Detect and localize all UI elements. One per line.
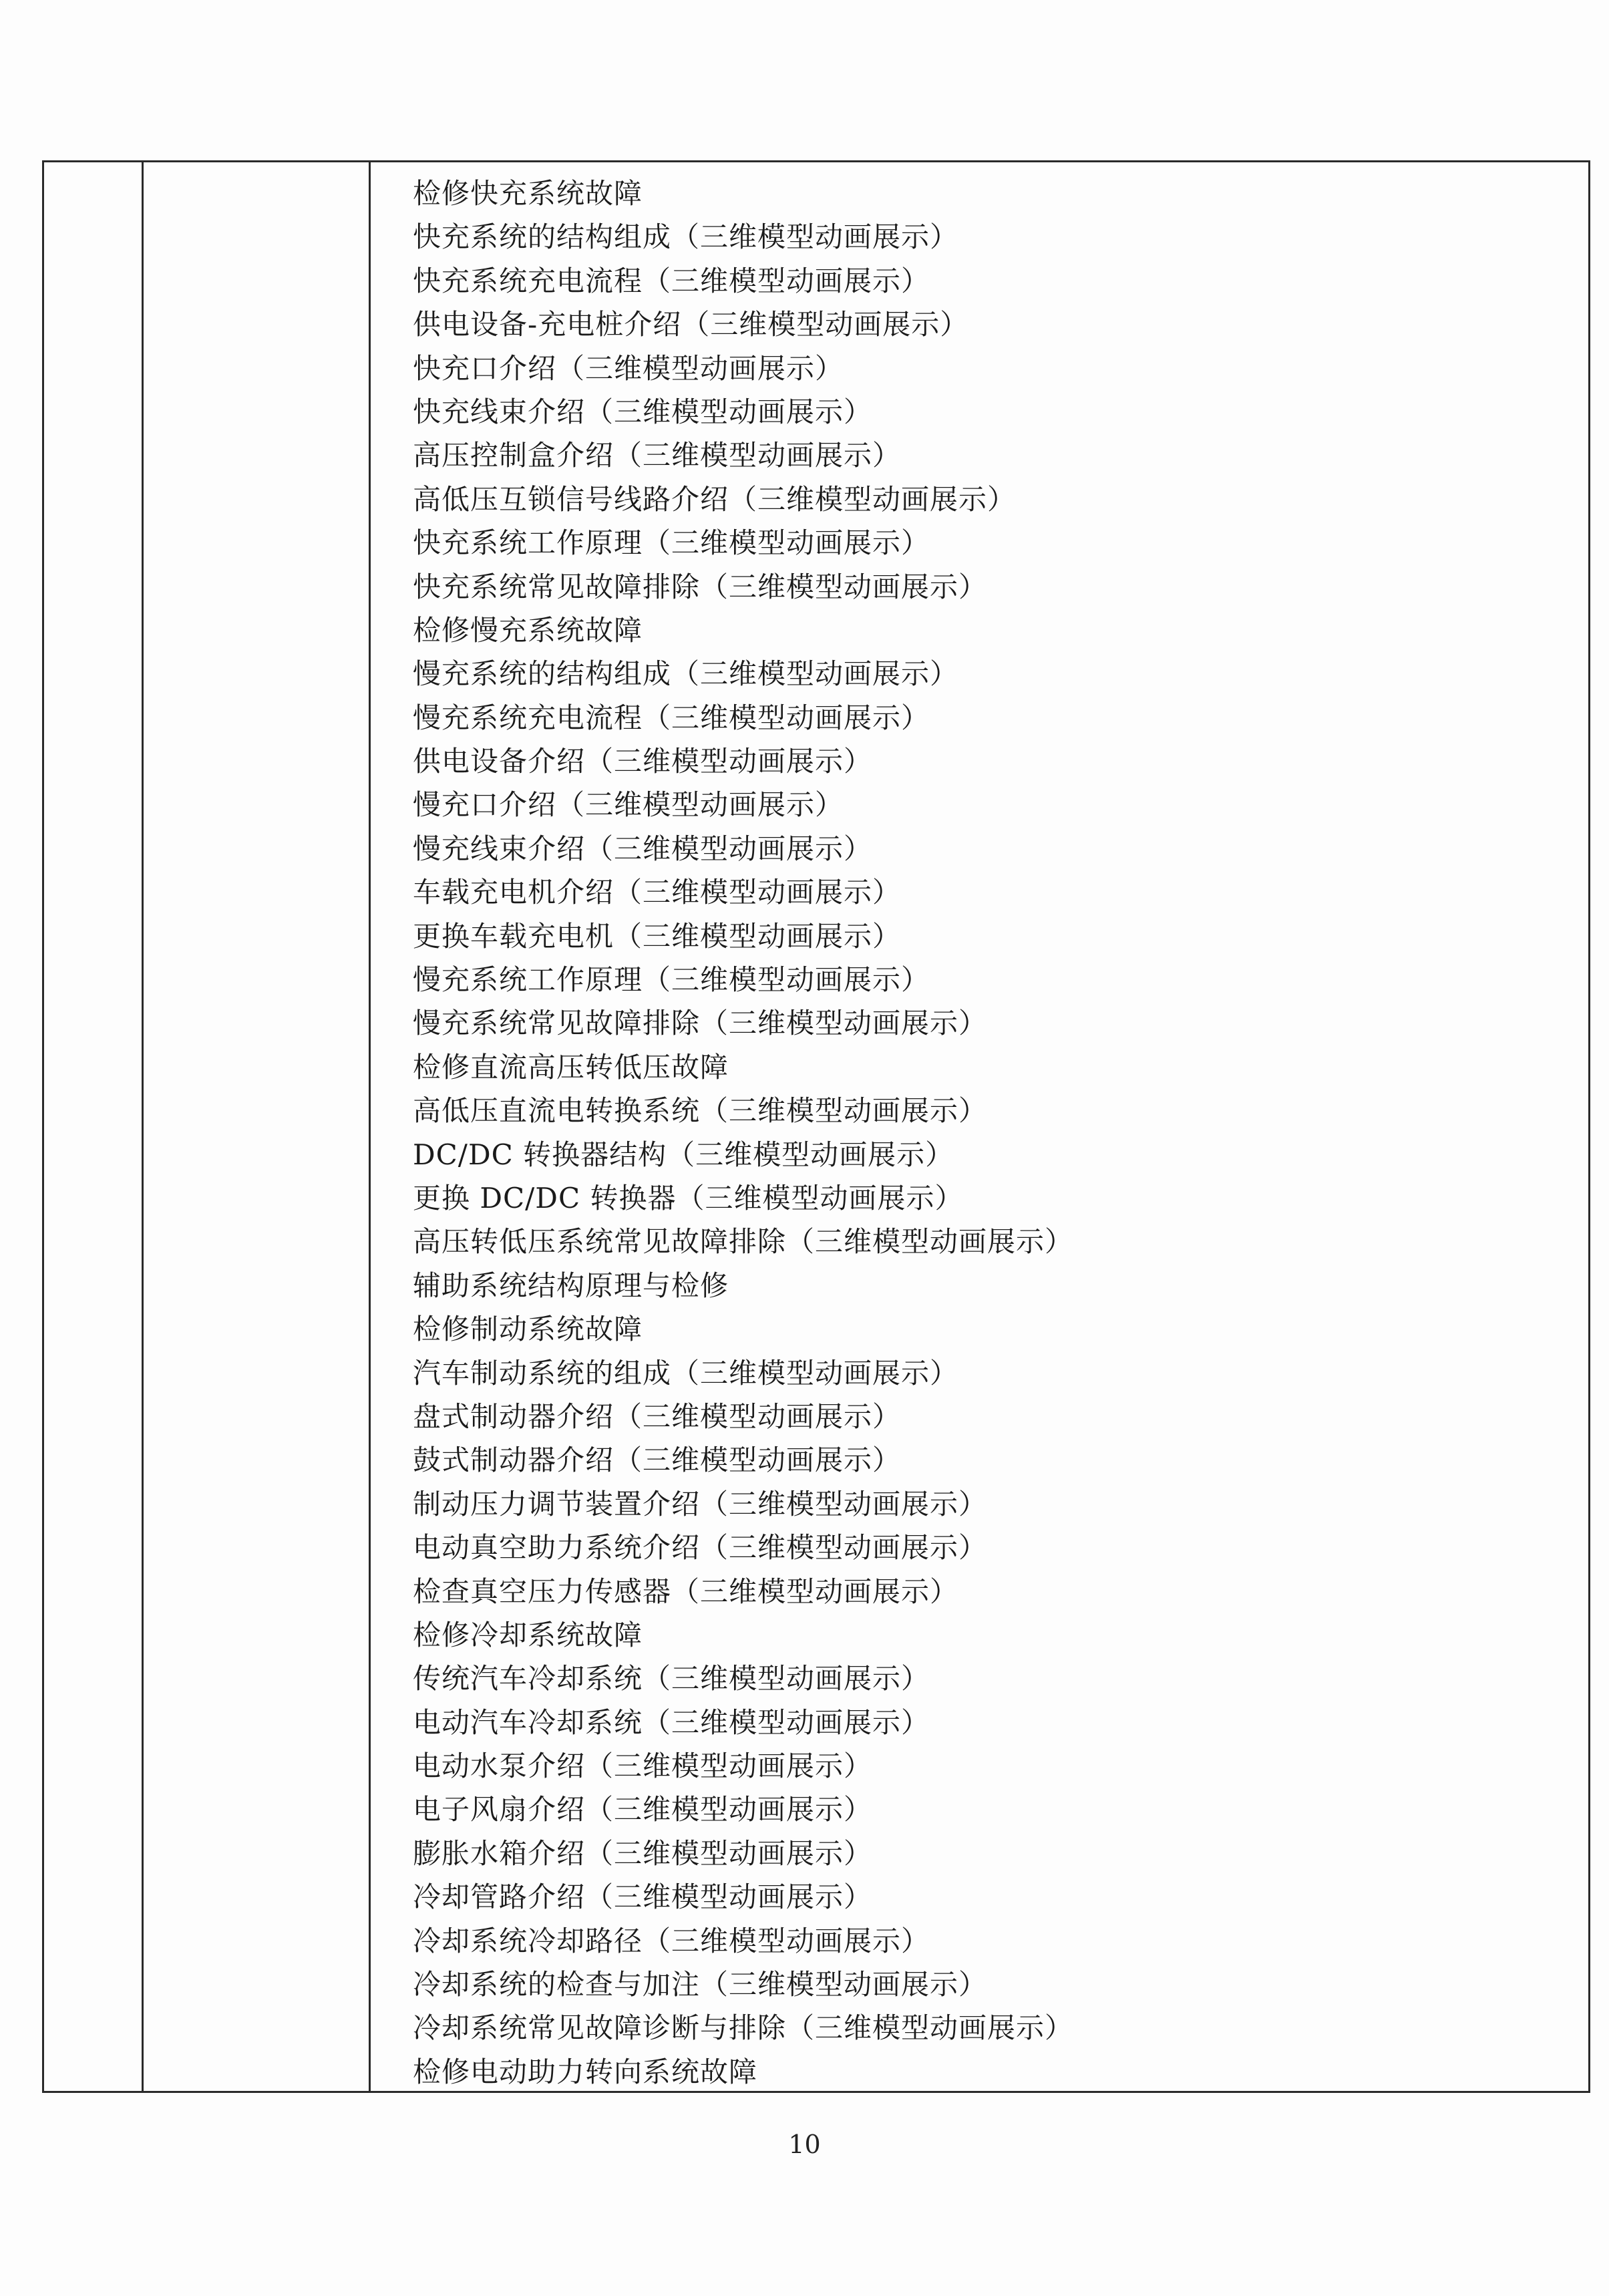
content-line: 电动汽车冷却系统（三维模型动画展示）: [413, 1705, 930, 1739]
content-line: 膨胀水箱介绍（三维模型动画展示）: [413, 1836, 873, 1870]
content-line: 慢充系统的结构组成（三维模型动画展示）: [413, 657, 959, 691]
content-line: 供电设备-充电桩介绍（三维模型动画展示）: [413, 308, 969, 341]
content-line: 冷却系统冷却路径（三维模型动画展示）: [413, 1924, 930, 1957]
content-line: 慢充系统工作原理（三维模型动画展示）: [413, 963, 930, 997]
content-line: 快充线束介绍（三维模型动画展示）: [413, 395, 873, 428]
content-line: 制动压力调节装置介绍（三维模型动画展示）: [413, 1487, 988, 1520]
content-line: 检修直流高压转低压故障: [413, 1050, 729, 1084]
content-line: 电动真空助力系统介绍（三维模型动画展示）: [413, 1531, 988, 1565]
content-line-list: [373, 172, 1575, 2094]
content-line: 检修制动系统故障: [413, 1313, 643, 1346]
content-line: 检修电动助力转向系统故障: [413, 2055, 758, 2088]
content-line: 检修慢充系统故障: [413, 613, 643, 647]
content-line: 快充系统充电流程（三维模型动画展示）: [413, 264, 930, 297]
content-line: 高压转低压系统常见故障排除（三维模型动画展示）: [413, 1225, 1074, 1259]
content-line: 快充系统常见故障排除（三维模型动画展示）: [413, 570, 988, 603]
content-line: 更换 DC/DC 转换器（三维模型动画展示）: [413, 1181, 964, 1214]
content-line: 汽车制动系统的组成（三维模型动画展示）: [413, 1356, 959, 1389]
content-line: 慢充线束介绍（三维模型动画展示）: [413, 832, 873, 865]
content-line: 快充系统工作原理（三维模型动画展示）: [413, 526, 930, 560]
content-line: 检查真空压力传感器（三维模型动画展示）: [413, 1575, 959, 1608]
content-line: 供电设备介绍（三维模型动画展示）: [413, 745, 873, 778]
content-line: 检修冷却系统故障: [413, 1618, 643, 1651]
content-cell: [373, 172, 1575, 2086]
content-line: 慢充系统充电流程（三维模型动画展示）: [413, 701, 930, 734]
content-line: 电动水泵介绍（三维模型动画展示）: [413, 1750, 873, 1783]
content-line: 高低压互锁信号线路介绍（三维模型动画展示）: [413, 482, 1017, 516]
content-line: 慢充系统常见故障排除（三维模型动画展示）: [413, 1007, 988, 1040]
content-line: 冷却系统常见故障诊断与排除（三维模型动画展示）: [413, 2011, 1074, 2045]
content-line: 冷却系统的检查与加注（三维模型动画展示）: [413, 1968, 988, 2001]
content-line: 慢充口介绍（三维模型动画展示）: [413, 788, 844, 822]
content-line: 快充口介绍（三维模型动画展示）: [413, 351, 844, 385]
content-line: 高低压直流电转换系统（三维模型动画展示）: [413, 1094, 988, 1128]
table-column-divider: [369, 162, 371, 2091]
page-number: 10: [788, 2130, 821, 2159]
table-column-divider: [142, 162, 144, 2091]
content-line: 快充系统的结构组成（三维模型动画展示）: [413, 220, 959, 254]
content-line: 检修快充系统故障: [413, 177, 643, 210]
content-line: 鼓式制动器介绍（三维模型动画展示）: [413, 1444, 902, 1477]
content-line: 电子风扇介绍（三维模型动画展示）: [413, 1793, 873, 1826]
content-line: 车载充电机介绍（三维模型动画展示）: [413, 876, 902, 909]
content-line: 更换车载充电机（三维模型动画展示）: [413, 919, 902, 953]
content-line: DC/DC 转换器结构（三维模型动画展示）: [413, 1138, 954, 1171]
content-line: 盘式制动器介绍（三维模型动画展示）: [413, 1400, 902, 1433]
content-line: 冷却管路介绍（三维模型动画展示）: [413, 1880, 873, 1914]
content-line: 传统汽车冷却系统（三维模型动画展示）: [413, 1662, 930, 1695]
content-line: 辅助系统结构原理与检修: [413, 1269, 729, 1302]
content-line: 高压控制盒介绍（三维模型动画展示）: [413, 439, 902, 472]
content-table: [42, 160, 1590, 2093]
